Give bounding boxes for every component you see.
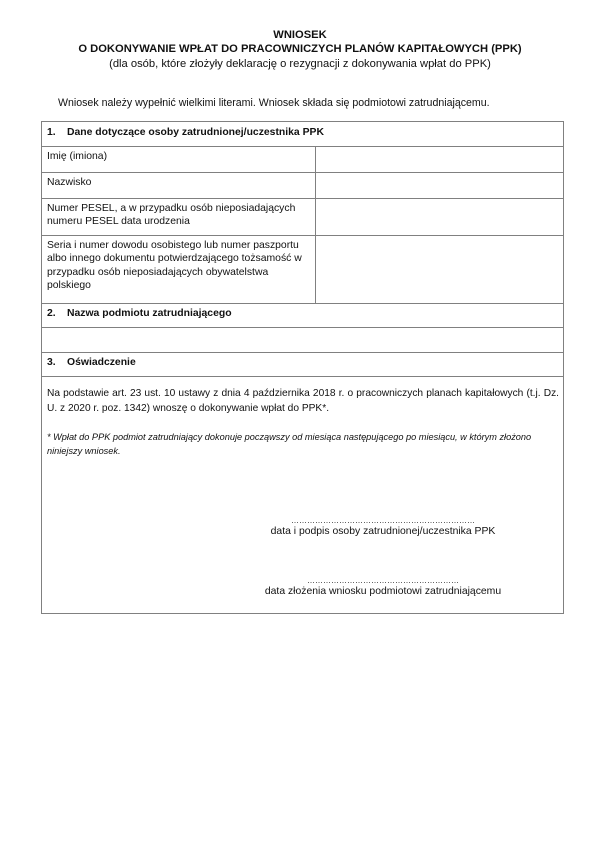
section-3-number: 3. bbox=[47, 357, 56, 368]
signature-line[interactable]: …………………………………………………………… bbox=[291, 516, 475, 525]
form-subtitle: O DOKONYWANIE WPŁAT DO PRACOWNICZYCH PLANÓW KAPITAŁOWYCH (PPK) bbox=[78, 43, 522, 55]
section-2-title: Nazwa podmiotu zatrudniającego bbox=[67, 308, 232, 319]
field-label-pesel: Numer PESEL, a w przypadku osób nieposiadających numeru PESEL data urodzenia bbox=[47, 203, 296, 228]
footnote: * Wpłat do PPK podmiot zatrudniający dokonuje począwszy od miesiąca następującego po miesiącu, w którym złożono niniejszy wniosek. bbox=[47, 432, 532, 456]
last-name-input[interactable] bbox=[316, 173, 564, 198]
date-caption: data złożenia wniosku podmiotowi zatrudniającemu bbox=[264, 586, 502, 597]
declaration-statement: Na podstawie art. 23 ust. 10 ustawy z dnia 4 października 2018 r. o pracowniczych planach kapitałowych (t.j. Dz. U. z 2020 r. poz. 1342) wnoszę o dokonywanie wpłat do PPK*. bbox=[47, 388, 559, 414]
first-name-input[interactable] bbox=[316, 147, 564, 172]
signature-block-employee bbox=[268, 516, 498, 537]
section-3-title: Oświadczenie bbox=[67, 357, 136, 368]
section-1-header bbox=[47, 126, 324, 139]
field-label-last-name: Nazwisko bbox=[47, 177, 92, 188]
instructions-text: Wniosek należy wypełnić wielkimi literami. Wniosek składa się podmiotowi zatrudniającemu. bbox=[58, 97, 490, 109]
date-line[interactable]: ………………………………………………… bbox=[307, 576, 459, 585]
form-note: (dla osób, które złożyły deklarację o rezygnacji z dokonywania wpłat do PPK) bbox=[109, 58, 491, 70]
field-label-first-name: Imię (imiona) bbox=[47, 151, 108, 162]
form-title: WNIOSEK bbox=[273, 29, 327, 41]
section-1-title: Dane dotyczące osoby zatrudnionej/uczestnika PPK bbox=[67, 127, 324, 138]
section-2-number: 2. bbox=[47, 308, 56, 319]
divider bbox=[42, 303, 563, 304]
divider bbox=[42, 376, 563, 377]
employer-name-input[interactable] bbox=[43, 328, 563, 352]
section-2-header bbox=[47, 307, 232, 320]
signature-block-submission-date bbox=[248, 576, 518, 597]
section-1-number: 1. bbox=[47, 127, 56, 138]
signature-caption: data i podpis osoby zatrudnionej/uczestnika PPK bbox=[270, 526, 496, 537]
application-form-table bbox=[41, 121, 564, 614]
id-document-input[interactable] bbox=[316, 236, 564, 303]
divider bbox=[42, 352, 563, 353]
field-label-id-document: Seria i numer dowodu osobistego lub numer paszportu albo innego dokumentu potwierdzającego tożsamość w przypadku osób nieposiadających obywatelstwa polskiego bbox=[47, 240, 302, 292]
pesel-input[interactable] bbox=[316, 199, 564, 235]
section-3-header bbox=[47, 356, 136, 369]
